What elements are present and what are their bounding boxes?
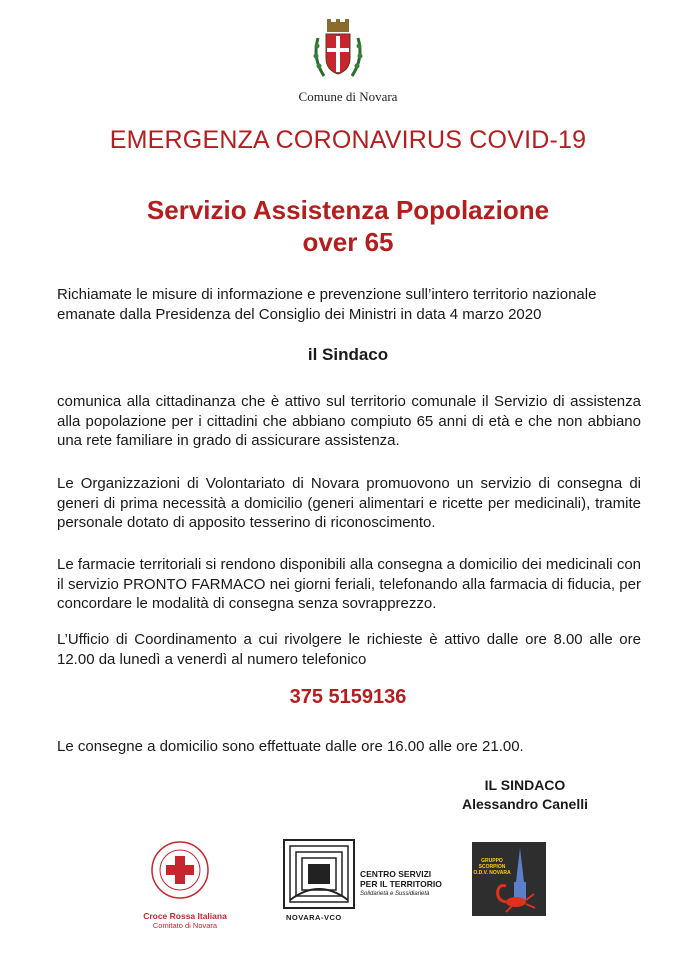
signature-role: IL SINDACO	[484, 777, 566, 793]
service-paragraph: comunica alla cittadinanza che è attivo sul territorio comunale il Servizio di assistenza alla popolazione per i cittadini che abbiano compiuto 65 anni di età e che non abbiano una rete familiare in grado di assicurare assistenza.	[57, 393, 641, 449]
csv-line-1: CENTRO SERVIZI	[360, 869, 432, 879]
novara-crest-icon	[310, 18, 366, 84]
sindaco-heading: il Sindaco	[307, 345, 389, 364]
csv-tagline: Solidarietà e Sussidiarietà	[360, 891, 430, 897]
page-title: EMERGENZA CORONAVIRUS COVID-19	[109, 126, 587, 154]
municipality-label: Comune di Novara	[298, 89, 398, 104]
volunteer-paragraph: Le Organizzazioni di Volontariato di Novara promuovono un servizio di consegna di generi di prima necessità a domicilio (generi alimentari e ricette per medicinali), tramite personale dotato di apposito tesserino di riconoscimento.	[57, 475, 641, 531]
signature-block	[420, 776, 630, 814]
csv-name	[360, 869, 460, 889]
service-subtitle	[0, 194, 696, 258]
csv-line-2: PER IL TERRITORIO	[360, 879, 442, 889]
intro-paragraph: Richiamate le misure di informazione e prevenzione sull’intero territorio nazionale emanate dalla Presidenza del Consiglio dei Ministri in data 4 marzo 2020	[57, 286, 597, 323]
csv-emblem-icon	[282, 838, 356, 910]
subtitle-line-2: over 65	[302, 227, 394, 257]
office-paragraph: L’Ufficio di Coordinamento a cui rivolgere le richieste è attivo dalle ore 8.00 alle ore 12.00 da lunedì a venerdì al numero telefonico	[57, 631, 641, 668]
scorpion-group-label: GRUPPO SCORPION O.D.V. NOVARA	[473, 858, 511, 876]
delivery-hours: Le consegne a domicilio sono effettuate dalle ore 16.00 alle ore 21.00.	[57, 738, 524, 755]
subtitle-line-1: Servizio Assistenza Popolazione	[146, 195, 550, 225]
csv-region: NOVARA-VCO	[286, 913, 342, 922]
signature-name: Alessandro Canelli	[461, 796, 589, 812]
scorpion-emblem-icon	[472, 842, 546, 916]
red-cross-name: Croce Rossa Italiana	[143, 911, 227, 921]
phone-number: 375 5159136	[289, 686, 407, 708]
red-cross-subtitle: Comitato di Novara	[152, 921, 218, 930]
pharmacy-paragraph: Le farmacie territoriali si rendono disponibili alla consegna a domicilio dei medicinali con il servizio PRONTO FARMACO nei giorni feriali, telefonando alla farmacia di fiducia, per concordare le modalità di consegna senza sovrapprezzo.	[57, 556, 641, 612]
